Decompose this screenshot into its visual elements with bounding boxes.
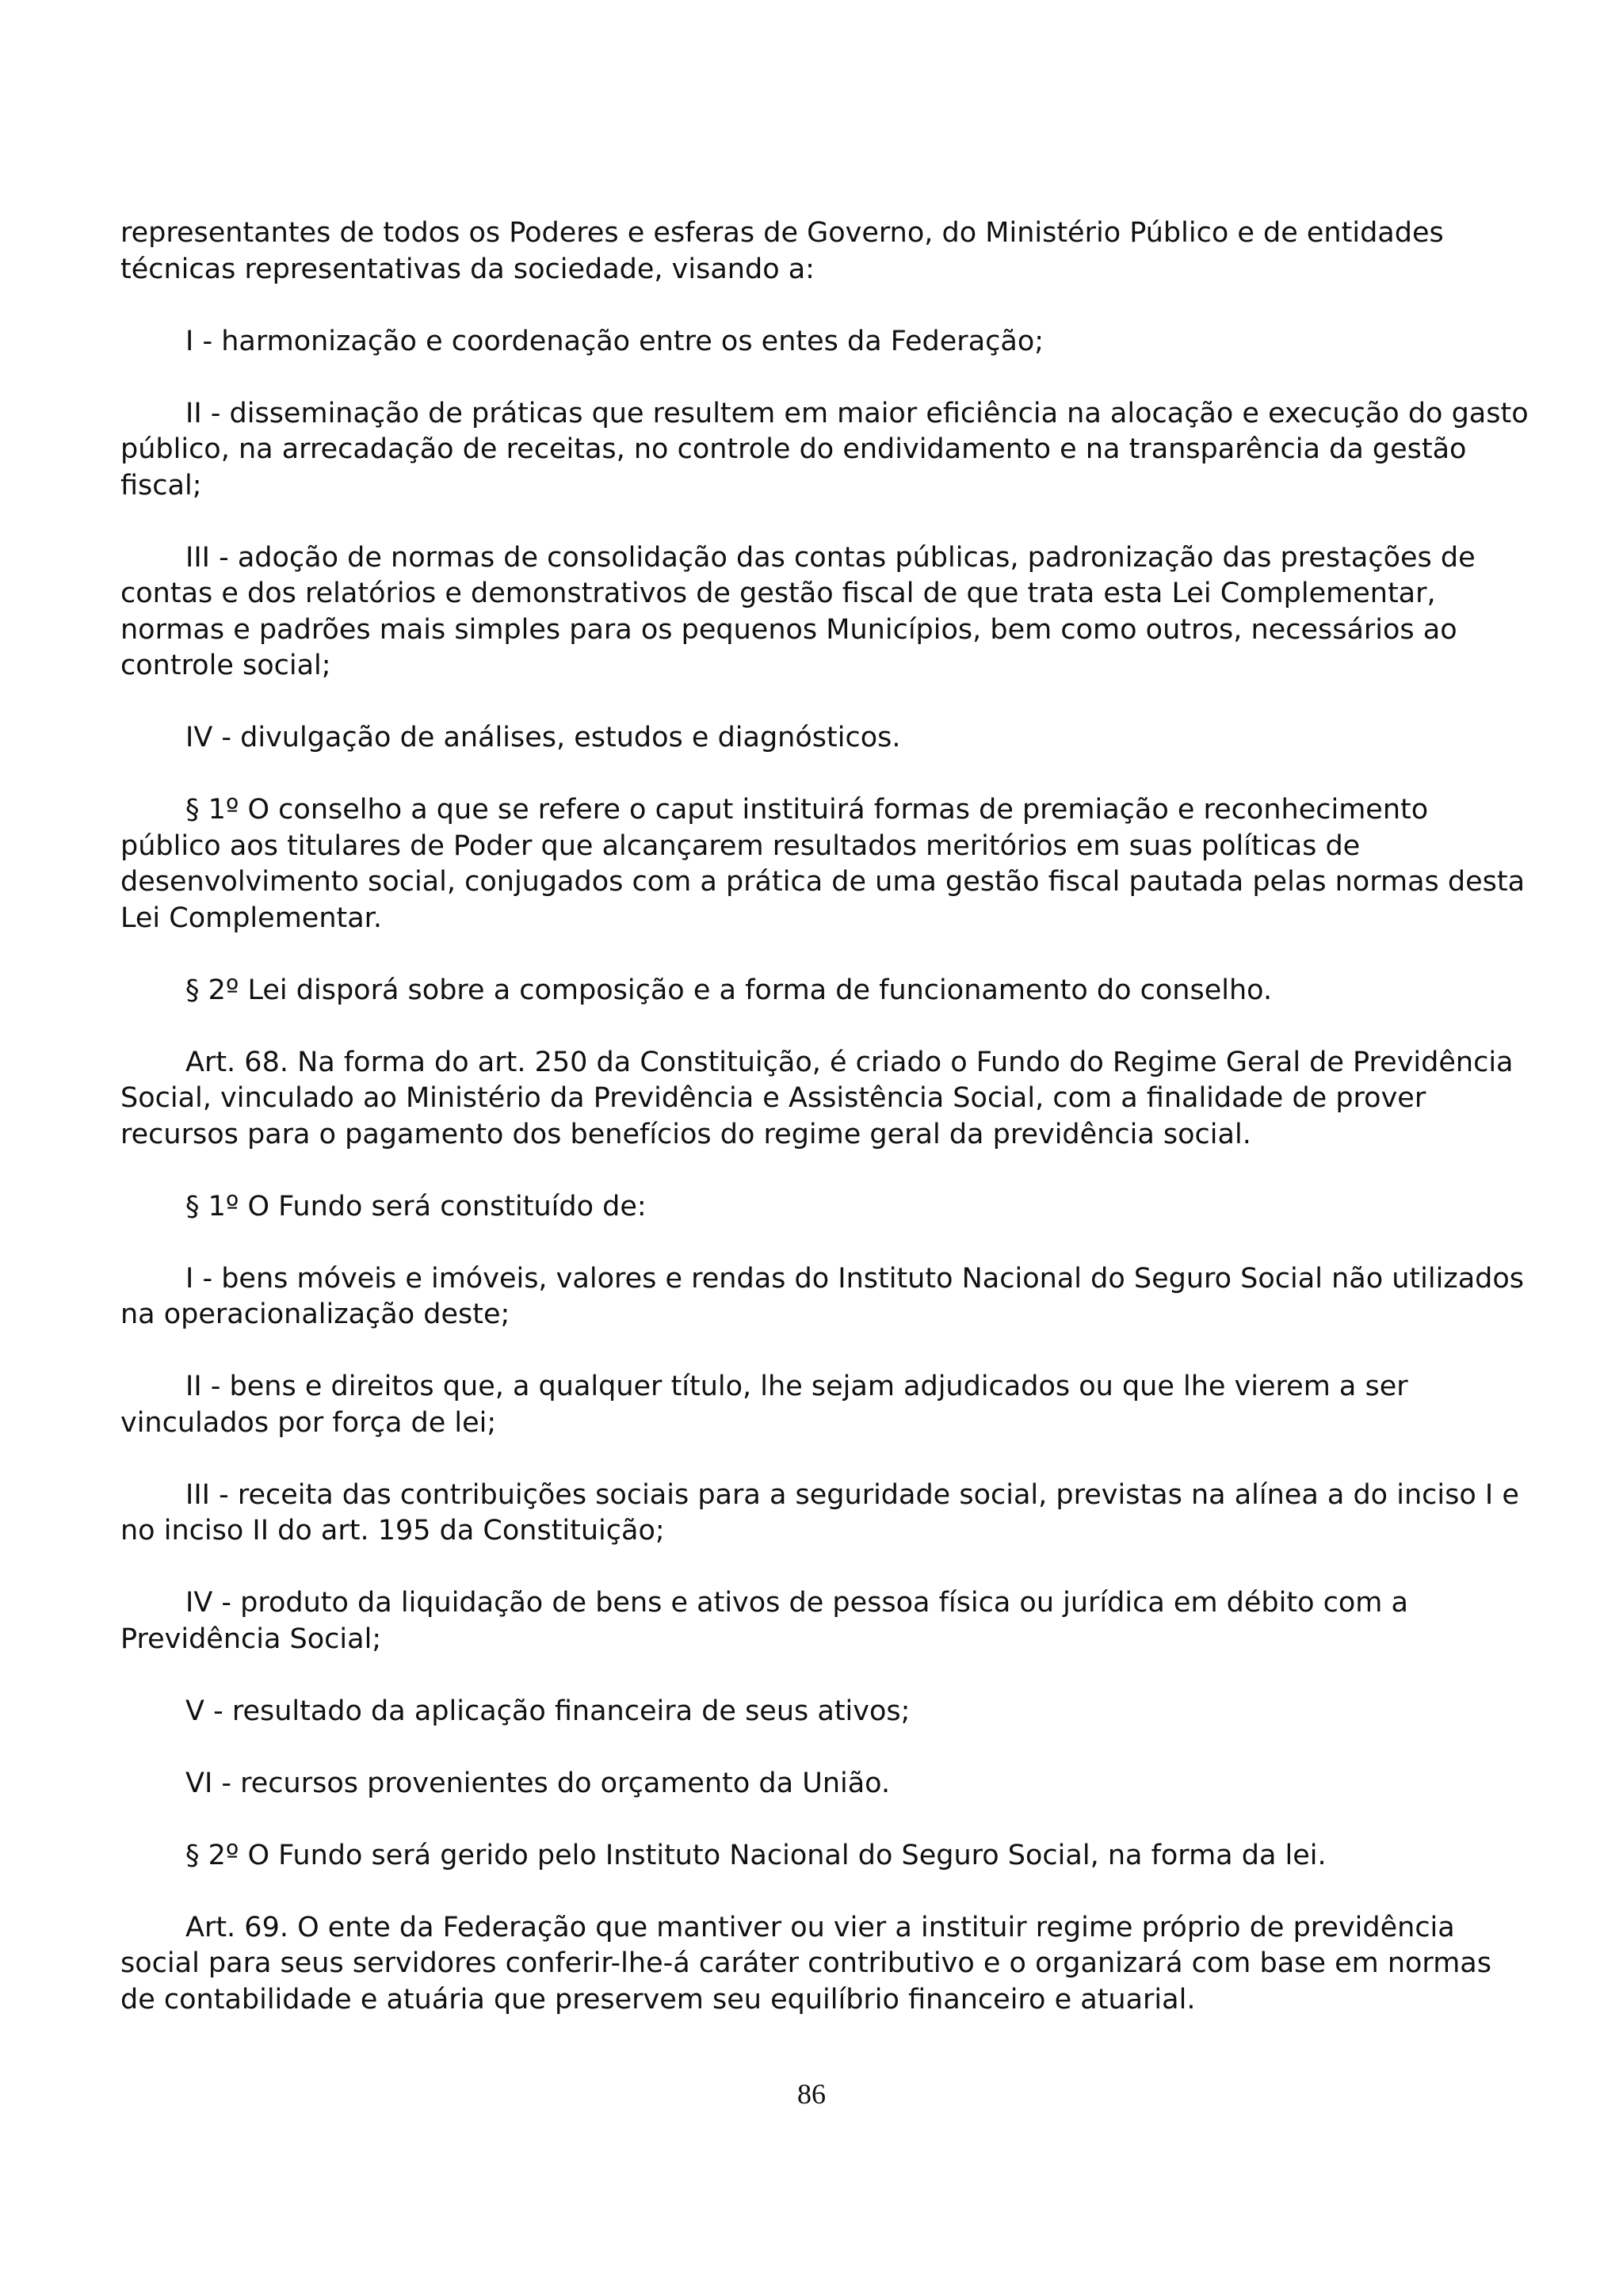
page-number: 86 [797, 2078, 826, 2110]
paragraph-art-68-inciso-vi: VI - recursos provenientes do orçamento da União. [185, 1767, 891, 1799]
paragraph-continuation: representantes de todos os Poderes e esferas de Governo, do Ministério Público e de entidades técnicas representativas da sociedade, visando a: [120, 217, 1444, 285]
paragraph-inciso-iv: IV - divulgação de análises, estudos e diagnósticos. [185, 722, 901, 753]
paragraph-inciso-ii: II - disseminação de práticas que resultem em maior eficiência na alocação e execução do gasto público, na arrecadação de receitas, no controle do endividamento e na transparência da gestão fiscal; [120, 397, 1529, 502]
paragraph-art-68-inciso-ii: II - bens e direitos que, a qualquer título, lhe sejam adjudicados ou que lhe vierem a ser vinculados por força de lei; [120, 1371, 1408, 1439]
paragraph-art-68: Art. 68. Na forma do art. 250 da Constituição, é criado o Fundo do Regime Geral de Previdência Social, vinculado ao Ministério da Previdência e Assistência Social, com a finalidade de prover recursos para o pagamento dos benefícios do regime geral da previdência social. [120, 1046, 1514, 1150]
paragraph-art-68-paragrafo-2: § 2º O Fundo será gerido pelo Instituto Nacional do Seguro Social, na forma da lei. [185, 1839, 1327, 1871]
paragraph-art-68-inciso-iv: IV - produto da liquidação de bens e ativos de pessoa física ou jurídica em débito com a Previdência Social; [120, 1587, 1408, 1655]
paragraph-art-68-inciso-iii: III - receita das contribuições sociais para a seguridade social, previstas na alínea a do inciso I e no inciso II do art. 195 da Constituição; [120, 1478, 1519, 1547]
document-body [120, 215, 1531, 2054]
paragraph-inciso-iii: III - adoção de normas de consolidação das contas públicas, padronização das prestações de contas e dos relatórios e demonstrativos de gestão fiscal de que trata esta Lei Complementar, normas e padrões mais simples para os pequenos Municípios, bem como outros, necessários ao controle social; [120, 541, 1476, 681]
paragraph-art-68-inciso-v: V - resultado da aplicação financeira de seus ativos; [185, 1695, 911, 1727]
paragraph-art-68-inciso-i: I - bens móveis e imóveis, valores e rendas do Instituto Nacional do Seguro Social não utilizados na operacionalização deste; [120, 1262, 1525, 1330]
paragraph-paragrafo-2: § 2º Lei disporá sobre a composição e a forma de funcionamento do conselho. [185, 974, 1273, 1006]
paragraph-inciso-i: I - harmonização e coordenação entre os entes da Federação; [185, 325, 1044, 357]
paragraph-art-69: Art. 69. O ente da Federação que mantiver ou vier a instituir regime próprio de previdência social para seus servidores conferir-lhe-á caráter contributivo e o organizará com base em normas de contabilidade e atuária que preservem seu equilíbrio financeiro e atuarial. [120, 1911, 1491, 2016]
paragraph-paragrafo-1: § 1º O conselho a que se refere o caput instituirá formas de premiação e reconhecimento público aos titulares de Poder que alcançarem resultados meritórios em suas políticas de desenvolvimento social, conjugados com a prática de uma gestão fiscal pautada pelas normas desta Lei Complementar. [120, 794, 1526, 934]
paragraph-art-68-paragrafo-1: § 1º O Fundo será constituído de: [185, 1190, 647, 1222]
